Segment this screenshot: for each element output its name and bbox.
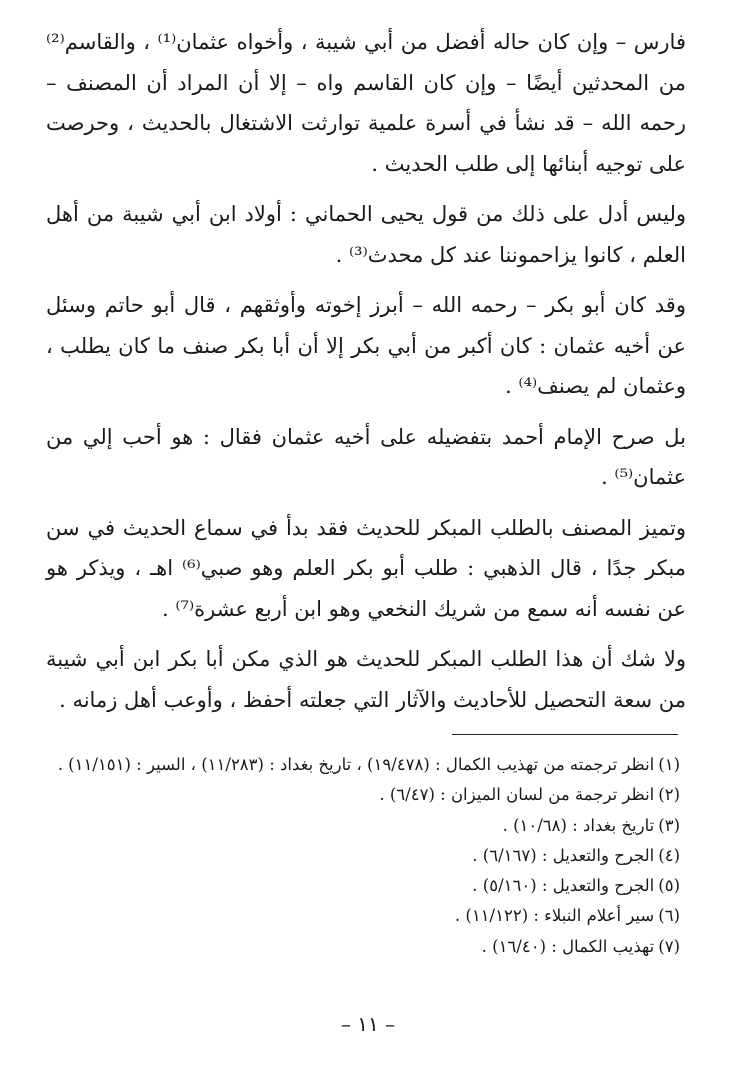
paragraph: ولا شك أن هذا الطلب المبكر للحديث هو الذي مكن أبا بكر ابن أبي شيبة من سعة التحصيل للأحاديث والآثار التي جعلته أحفظ ، وأوعب أهل زمانه . [46, 647, 686, 712]
footnote-number: (٥) [658, 876, 680, 896]
paragraph: وقد كان أبو بكر – رحمه الله – أبرز إخوته وأوثقهم ، قال أبو حاتم وسئل عن أخيه عثمان : كان أكبر من أبي بكر إلا أن أبا بكر صنف ما كان يطلب ، وعثمان لم يصنف⁽⁴⁾ . [46, 293, 686, 398]
paragraph: وليس أدل على ذلك من قول يحيى الحماني : أولاد ابن أبي شيبة من أهل العلم ، كانوا يزاحموننا عند كل محدث⁽³⁾ . [46, 202, 686, 267]
footnote-text: تهذيب الكمال : (١٦/٤٠) . [481, 936, 655, 956]
footnote-text: انظر ترجمته من تهذيب الكمال : (١٩/٤٧٨) ، تاريخ بغداد : (١١/٢٨٣) ، السير : (١١/١٥١) . [57, 755, 655, 774]
paragraph: وتميز المصنف بالطلب المبكر للحديث فقد بدأ في سماع الحديث في سن مبكر جدًا ، قال الذهبي : طلب أبو بكر العلم وهو صبي⁽⁶⁾ اهـ ، ويذكر هو عن نفسه أنه سمع من شريك النخعي وهو ابن أربع عشرة⁽⁷⁾ . [46, 515, 686, 621]
footnote-text: تاريخ بغداد : (١٠/٦٨) . [502, 815, 655, 835]
footnote-text: الجرح والتعديل : (٥/١٦٠) . [472, 876, 655, 896]
footnote-number: (٤) [658, 845, 680, 865]
footnote-text: الجرح والتعديل : (٦/١٦٧) . [472, 845, 655, 865]
footnote [46, 811, 680, 841]
footnotes-list [46, 750, 680, 962]
footnote-number: (٧) [658, 936, 680, 956]
footnote-separator [452, 734, 678, 735]
paragraph: فارس – وإن كان حاله أفضل من أبي شيبة ، وأخواه عثمان⁽¹⁾ ، والقاسم⁽²⁾ من المحدثين أيضًا – وإن كان القاسم واه – إلا أن المراد أن المصنف – رحمه الله – قد نشأ في أسرة علمية توارثت الاشتغال بالحديث ، وحرصت على توجيه أبنائها إلى طلب الحديث . [46, 30, 686, 176]
paragraph: بل صرح الإمام أحمد بتفضيله على أخيه عثمان فقال : هو أحب إلي من عثمان⁽⁵⁾ . [46, 424, 687, 489]
footnote-number: (٦) [658, 906, 680, 926]
main-text [46, 22, 686, 720]
footnote-number: (١) [658, 755, 680, 774]
footnote [46, 871, 680, 901]
footnote [46, 750, 680, 780]
page-number: – ١١ – [340, 1012, 396, 1036]
footnote [46, 932, 680, 962]
footnote [46, 901, 680, 931]
footnote-number: (٢) [658, 785, 680, 805]
footnote [46, 841, 680, 871]
footnote-number: (٣) [658, 815, 680, 835]
footnote-text: سير أعلام النبلاء : (١١/١٢٢) . [454, 906, 655, 926]
footnote [46, 780, 680, 810]
footnote-text: انظر ترجمة من لسان الميزان : (٦/٤٧) . [379, 785, 655, 805]
